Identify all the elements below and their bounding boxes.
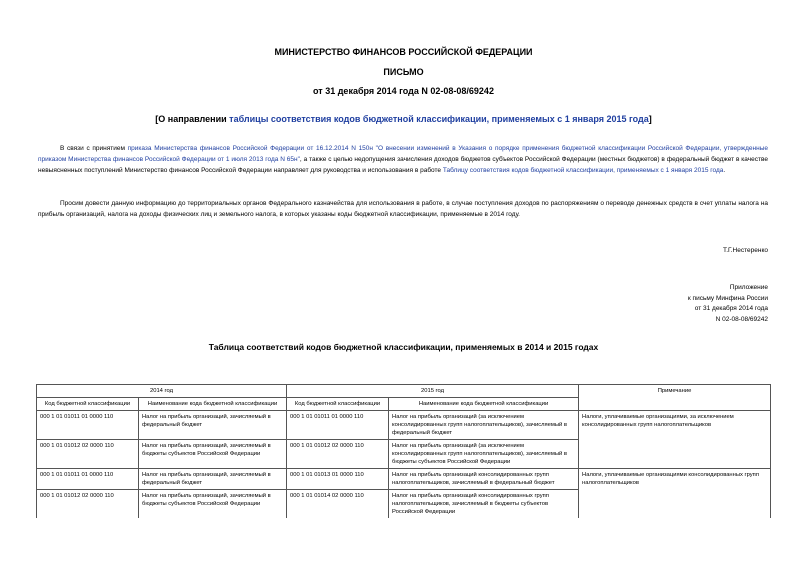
paragraph-1-text-a: В связи с принятием [60, 145, 128, 152]
table-row [37, 469, 771, 490]
paragraph-1-text-c: . [723, 167, 726, 174]
appendix-line: от 31 декабря 2014 года [694, 305, 768, 312]
correspondence-table [36, 384, 771, 518]
table-cell: 000 1 01 01011 01 0000 110 [37, 411, 139, 440]
table-cell: 000 1 01 01012 02 0000 110 [287, 440, 389, 469]
column-header: Наименование кода бюджетной классификации [389, 398, 579, 411]
table-note-cell: Налоги, уплачиваемые организациями консолидированных групп налогоплательщиков [579, 469, 771, 519]
table-cell: 000 1 01 01013 01 0000 110 [287, 469, 389, 490]
table-cell: Налог на прибыль организаций, зачисляемый в федеральный бюджет [139, 411, 287, 440]
paragraph-1-text-b: , а также с целью недопущения зачисления доходов бюджетов субъектов Российской Федерации (местных бюджетов) в федеральный бюджет в качестве невыясненных поступлений Министерство финансов Российской Федерации направляет для руководства и использования в работе [38, 156, 768, 174]
appendix-line: Приложение [729, 284, 768, 291]
group-header-note: Примечание [579, 385, 771, 411]
table-cell: Налог на прибыль организаций (за исключением консолидированных групп налогоплательщиков), зачисляемый в бюджеты субъектов Российской Федерации [389, 440, 579, 469]
table-cell: 000 1 01 01011 01 0000 110 [287, 411, 389, 440]
table-row [37, 411, 771, 440]
order-link[interactable]: приказа Министерства финансов Российской Федерации от 16.12.2014 N 150н "О внесении изменений в Указания о порядке применения бюджетной классификации Российской Федерации, утвержденные приказом Министерства финансов Российской Федерации от 1 июля 2013 года N 65н" [38, 145, 768, 163]
column-header: Код бюджетной классификации [287, 398, 389, 411]
table-cell: Налог на прибыль организаций консолидированных групп налогоплательщиков, зачисляемый в федеральный бюджет [389, 469, 579, 490]
paragraph-2: Просим довести данную информацию до территориальных органов Федерального казначейства для использования в работе, в случае поступления доходов по распоряжениям о переводе денежных средств в счет уплаты налога на прибыль организаций, налога на доходы физических лиц и земельного налога, в которых указаны коды бюджетной классификации, применяемые в 2014 году. [38, 200, 768, 218]
document-date-number: от 31 декабря 2014 года N 02-08-08/69242 [313, 86, 494, 96]
subject-link[interactable]: таблицы соответствия кодов бюджетной классификации, применяемых с 1 января 2015 года [229, 114, 649, 124]
table-cell: 000 1 01 01014 02 0000 110 [287, 490, 389, 519]
table-cell: Налог на прибыль организаций, зачисляемый в федеральный бюджет [139, 469, 287, 490]
group-header-2015: 2015 год [287, 385, 579, 398]
table-cell: Налог на прибыль организаций консолидированных групп налогоплательщиков, зачисляемый в бюджеты субъектов Российской Федерации [389, 490, 579, 519]
group-header-2014: 2014 год [37, 385, 287, 398]
table-group-header-row [37, 385, 771, 398]
column-header: Наименование кода бюджетной классификации [139, 398, 287, 411]
table-cell: Налог на прибыль организаций, зачисляемый в бюджеты субъектов Российской Федерации [139, 490, 287, 519]
paragraph-1 [38, 143, 768, 176]
table-cell: 000 1 01 01011 01 0000 110 [37, 469, 139, 490]
subject-suffix: ] [648, 114, 652, 124]
table-title: Таблица соответствий кодов бюджетной классификации, применяемых в 2014 и 2015 годах [208, 342, 599, 352]
document-subject [0, 114, 807, 124]
table-cell: Налог на прибыль организаций (за исключением консолидированных групп налогоплательщиков), зачисляемый в федеральный бюджет [389, 411, 579, 440]
table-cell: Налог на прибыль организаций, зачисляемый в бюджеты субъектов Российской Федерации [139, 440, 287, 469]
appendix-note [688, 283, 768, 325]
document-type: ПИСЬМО [383, 67, 424, 77]
subject-prefix: [О направлении [155, 114, 230, 124]
table-cell: 000 1 01 01012 02 0000 110 [37, 440, 139, 469]
column-header: Код бюджетной классификации [37, 398, 139, 411]
appendix-line: к письму Минфина России [687, 294, 768, 302]
table-link[interactable]: Таблицу соответствия кодов бюджетной классификации, применяемых с 1 января 2015 года [442, 167, 724, 174]
table-cell: 000 1 01 01012 02 0000 110 [37, 490, 139, 519]
table-note-cell: Налоги, уплачиваемые организациями, за исключением консолидированных групп налогоплательщиков [579, 411, 771, 469]
appendix-line: N 02-08-08/69242 [715, 315, 768, 323]
signature: Т.Г.Нестеренко [722, 247, 768, 254]
ministry-heading: МИНИСТЕРСТВО ФИНАНСОВ РОССИЙСКОЙ ФЕДЕРАЦИИ [274, 47, 533, 57]
